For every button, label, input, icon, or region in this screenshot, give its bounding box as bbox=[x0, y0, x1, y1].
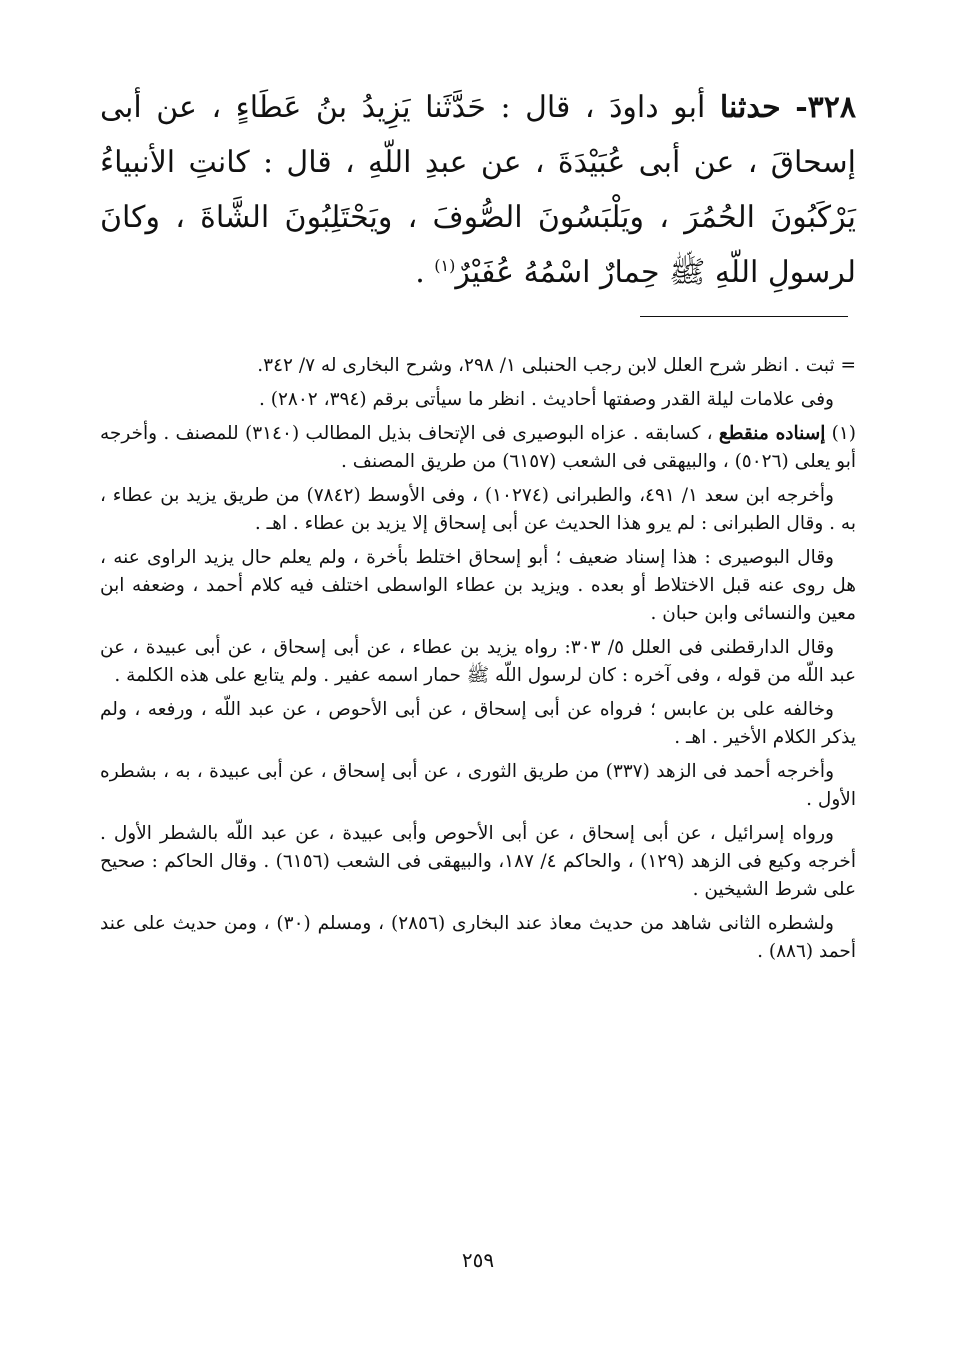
footnote-paragraph bbox=[100, 696, 856, 752]
hadith-intro: حدثنا bbox=[719, 90, 781, 125]
hadith-end: . bbox=[415, 255, 435, 290]
footnote-paragraph bbox=[100, 482, 856, 538]
hadith-number: ٣٢٨- bbox=[795, 90, 856, 125]
footnote-text: وقال الدارقطنى فى العلل ٥/ ٣٠٣: رواه يزيد بن عطاء ، عن أبى إسحاق ، عن أبى عبيدة ، عن عبد اللّه من قوله ، وفى آخره : كان لرسول اللّه ﷺ حمار اسمه عفير . ولم يتابع على هذه الكلمة . bbox=[100, 637, 856, 686]
footnote-divider bbox=[640, 316, 848, 317]
page-number: ٢٥٩ bbox=[461, 1248, 495, 1272]
footnote-text: = ثبت . انظر شرح العلل لابن رجب الحنبلى ١/ ٢٩٨، وشرح البخارى له ٧/ ٣٤٢. bbox=[257, 355, 856, 376]
footnote-paragraph bbox=[100, 634, 856, 690]
footnote-paragraph bbox=[100, 910, 856, 966]
footnote-ref: (١) bbox=[434, 256, 456, 275]
hadith-text bbox=[100, 80, 856, 300]
footnote-paragraph bbox=[100, 820, 856, 904]
footnote-text: وأخرجه ابن سعد ١/ ٤٩١، والطبرانى (١٠٢٧٤) ، وفى الأوسط (٧٨٤٢) من طريق يزيد بن عطاء ، به . وقال الطبرانى : لم يرو هذا الحديث عن أبى إسحاق إلا يزيد بن عطاء . اهـ . bbox=[100, 485, 856, 534]
footnote-text: وفى علامات ليلة القدر وصفتها أحاديث . انظر ما سيأتى برقم (٣٩٤، ٢٨٠٢) . bbox=[258, 389, 834, 410]
footnote-paragraph bbox=[100, 758, 856, 814]
hadith-body: أبو داودَ ، قال : حَدَّثَنا يَزِيدُ بنُ عَطَاءٍ ، عن أبى إسحاقَ ، عن أبى عُبَيْدَةَ ، عن عبدِ اللّهِ ، قال : كانتِ الأنبياءُ يَرْكَبُونَ الحُمُرَ ، ويَلْبَسُونَ الصُّوفَ ، ويَحْتَلِبُونَ الشَّاةَ ، وكانَ لرسولِ اللّهِ ﷺ حِمارٌ اسْمُهُ عُفَيْرٌ bbox=[100, 90, 856, 290]
footnote-text: وخالفه على بن عابس ؛ فرواه عن أبى إسحاق ، عن أبى الأحوص ، عن عبد اللّه ، ورفعه ، ولم يذكر الكلام الأخير . اهـ . bbox=[100, 699, 856, 748]
footnote-text: وأخرجه أحمد فى الزهد (٣٣٧) من طريق الثورى ، عن أبى إسحاق ، عن أبى عبيدة ، به ، بشطره الأول . bbox=[100, 761, 856, 810]
footnote-text: وقال البوصيرى : هذا إسناد ضعيف ؛ أبو إسحاق اختلط بأخرة ، ولم يعلم حال يزيد الراوى عنه ، هل روى عنه قبل الاختلاط أو بعده . ويزيد بن عطاء الواسطى اختلف فيه كلام أحمد ، وضعفه ابن معين والنسائى وابن حبان . bbox=[100, 547, 856, 624]
footnote-grade: إسناده منقطع bbox=[718, 423, 826, 444]
footnote-number: (١) bbox=[825, 423, 857, 444]
footnote-paragraph bbox=[100, 420, 856, 476]
footnote-paragraph bbox=[100, 352, 856, 380]
footnote-paragraph bbox=[100, 386, 856, 414]
footnote-text: ، كسابقه . عزاه البوصيرى فى الإتحاف بذيل المطالب (٣١٤٠) للمصنف . وأخرجه أبو يعلى (٥٠٢٦) ، والبيهقى فى الشعب (٦١٥٧) من طريق المصنف . bbox=[100, 423, 856, 472]
hadith-block bbox=[100, 80, 856, 300]
footnote-text: ورواه إسرائيل ، عن أبى إسحاق ، عن أبى الأحوص وأبى عبيدة ، عن عبد اللّه بالشطر الأول . أخرجه وكيع فى الزهد (١٢٩) ، والحاكم ٤/ ١٨٧، والبيهقى فى الشعب (٦١٥٦) . وقال الحاكم : صحيح على شرط الشيخين . bbox=[100, 823, 856, 900]
footnote-text: ولشطره الثانى شاهد من حديث معاذ عند البخارى (٢٨٥٦) ، ومسلم (٣٠) ، ومن حديث على عند أحمد (٨٨٦) . bbox=[100, 913, 856, 962]
footnotes bbox=[100, 352, 856, 972]
footnote-paragraph bbox=[100, 544, 856, 628]
